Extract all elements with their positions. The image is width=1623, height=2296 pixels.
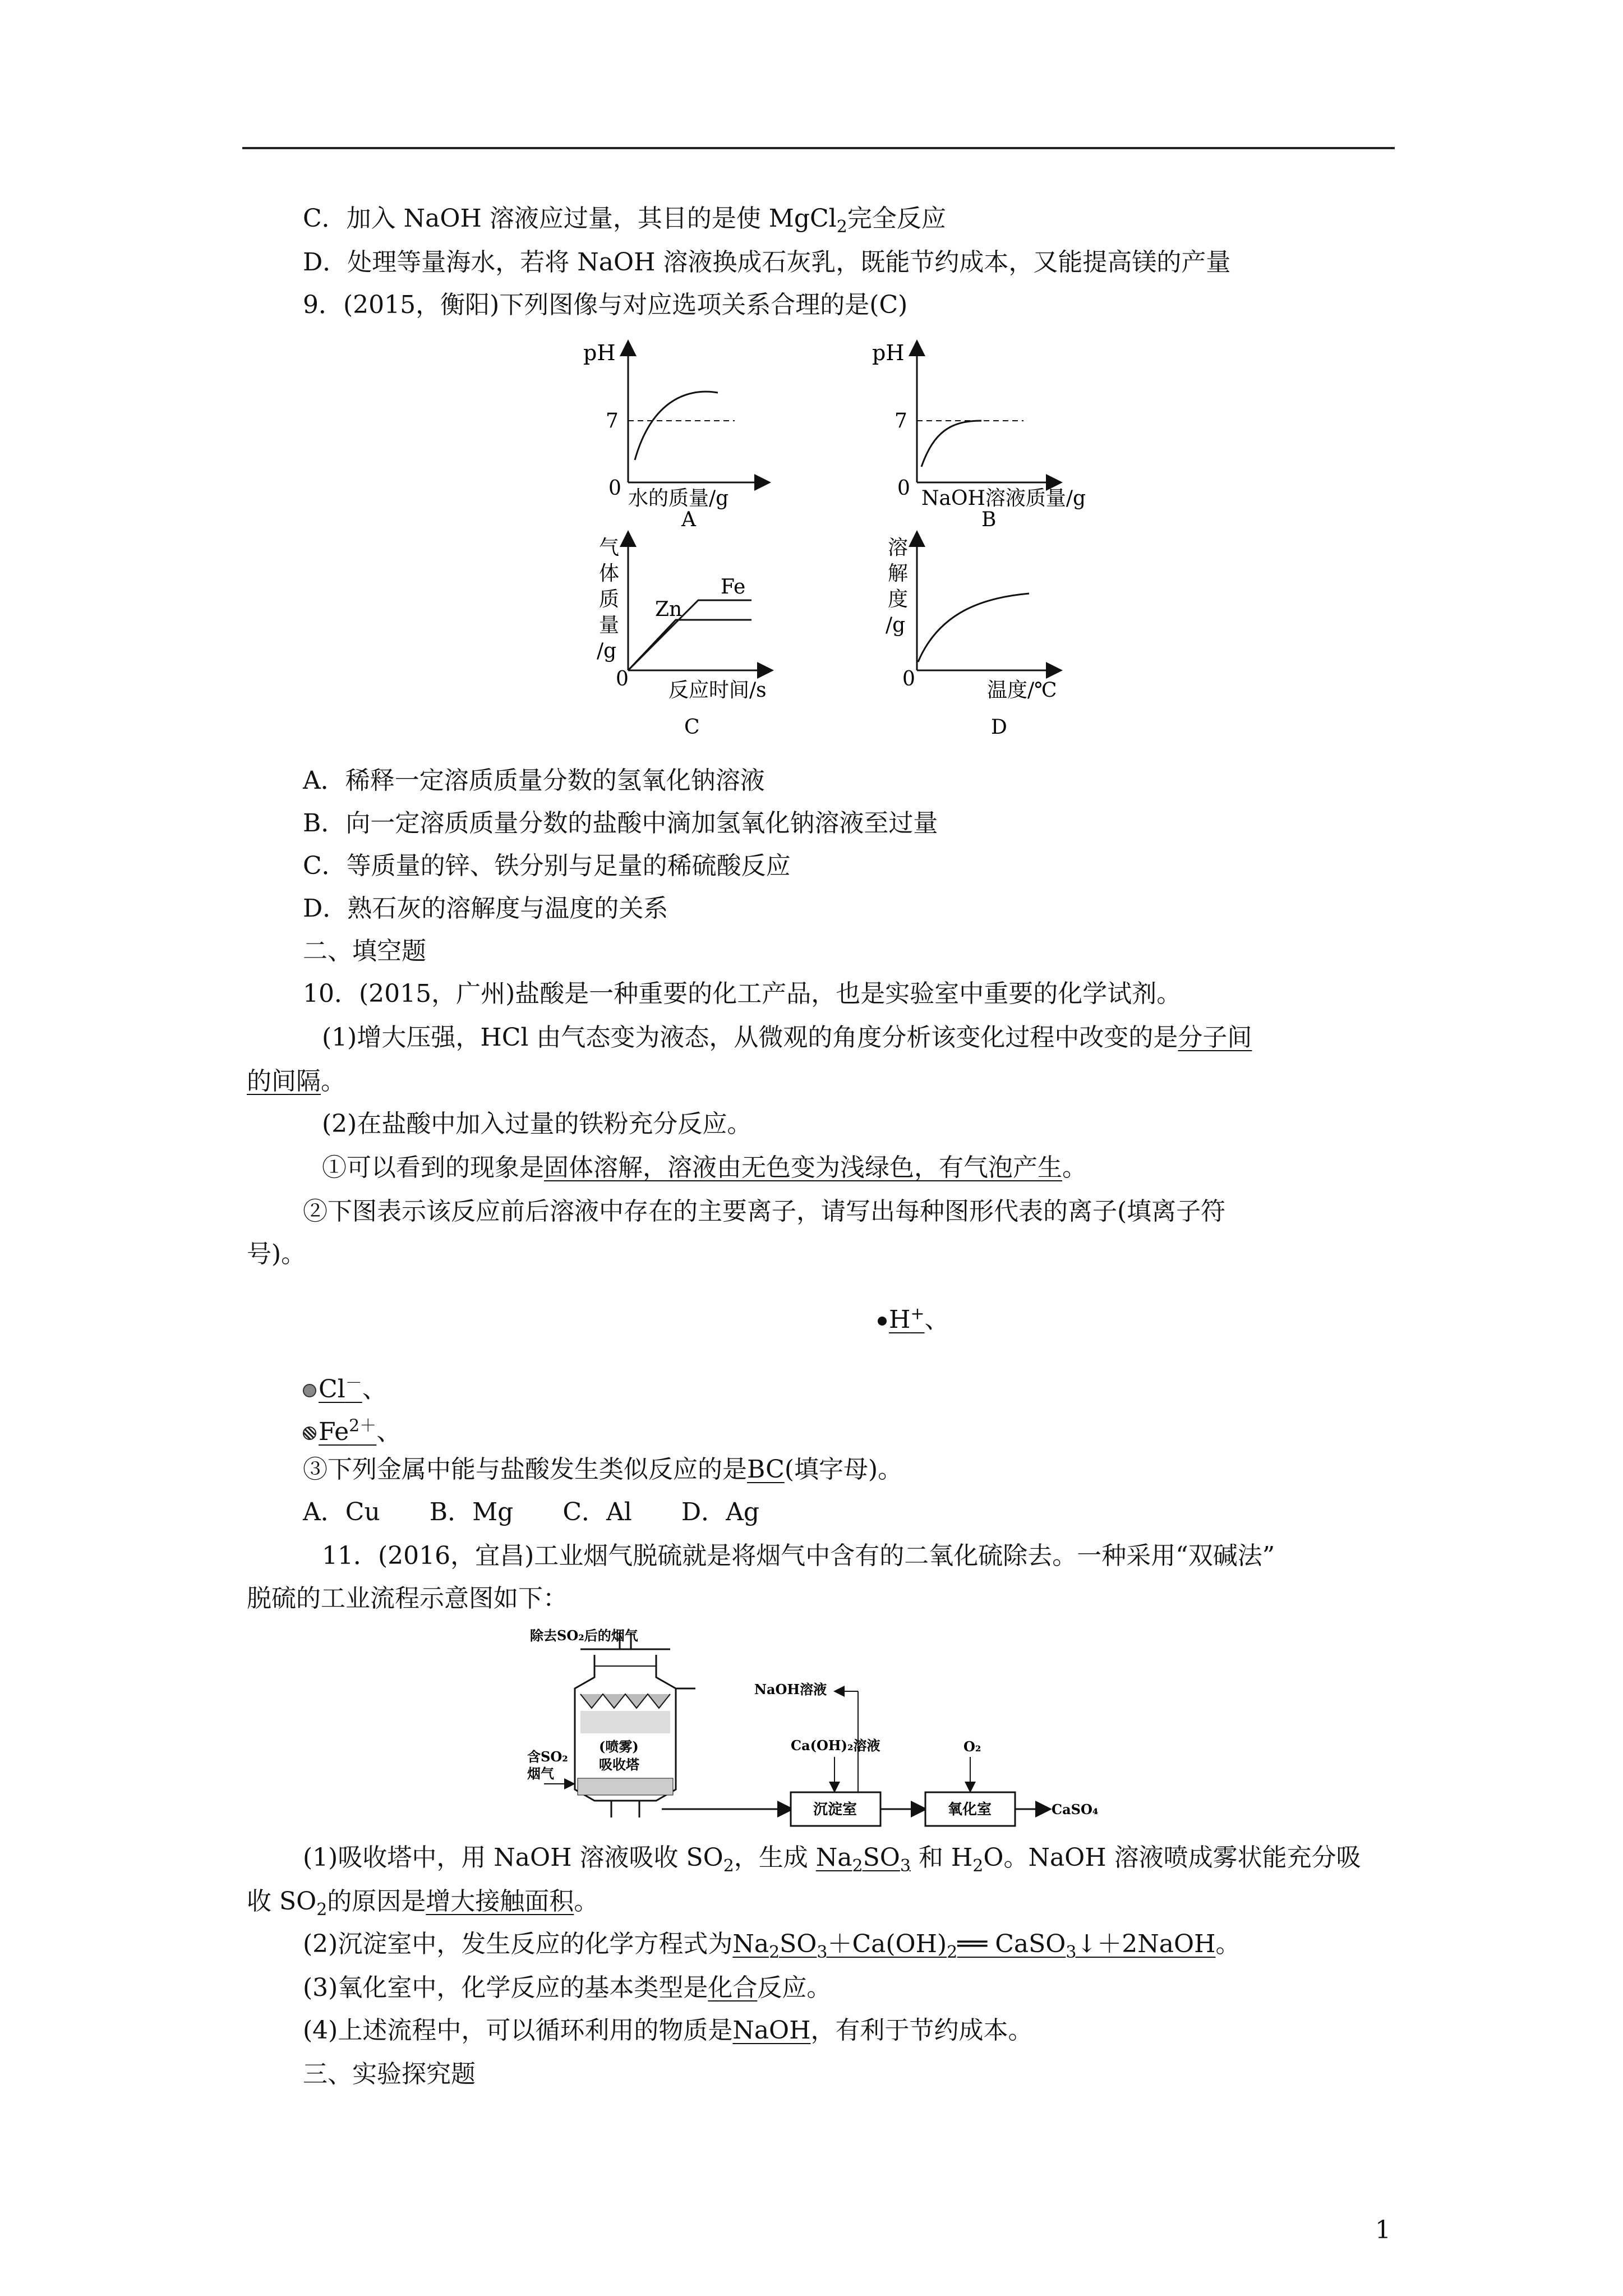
graph-b-curve: [921, 421, 981, 467]
label-sedimentation: 沉淀室: [813, 1801, 857, 1818]
label-naoh: NaOH溶液: [754, 1681, 827, 1697]
graph-d-ylabel-1: 溶: [888, 536, 909, 559]
graph-d-ylabel-2: 解: [888, 562, 909, 585]
graph-b-xlabel: NaOH溶液质量/g: [921, 487, 1086, 510]
q11-answer3: 化合: [708, 1973, 758, 2002]
q9-stem: 9．(2015，衡阳)下列图像与对应选项关系合理的是(C): [303, 291, 908, 319]
graph-c-ylabel-3: 质: [599, 588, 620, 611]
q11-part1-line1: (1)吸收塔中，用 NaOH 溶液吸收 $SO_2$，生成 $Na_2SO_3$ 和 $H_2O$。NaOH 溶液喷成雾状能充分吸: [303, 1843, 1361, 1876]
q9-option-b: B．向一定溶质质量分数的盐酸中滴加氢氧化钠溶液至过量: [303, 809, 938, 838]
q11-part4: (4)上述流程中，可以循环利用的物质是NaOH，有利于节约成本。: [303, 2016, 1033, 2045]
q10-part2: (2)在盐酸中加入过量的铁粉充分反应。: [322, 1110, 752, 1138]
ion-fe-answer: $Fe^{2+}$: [319, 1416, 377, 1446]
q11-answer1: $Na_2SO_3$: [815, 1843, 911, 1876]
graph-a-origin: 0: [608, 477, 621, 500]
ion-h-row: H+、: [878, 1297, 949, 1337]
graph-b-tick: 7: [895, 409, 907, 432]
label-oxidation: 氧化室: [948, 1801, 992, 1818]
graph-c-zn-label: Zn: [655, 598, 683, 621]
graph-c: [572, 527, 819, 752]
ion-cl-row: Cl－、: [303, 1366, 387, 1406]
dot-icon: [878, 1317, 887, 1326]
q9-option-a: A．稀释一定溶质质量分数的氢氧化钠溶液: [303, 766, 765, 795]
graph-b: [861, 337, 1152, 527]
q10-stem: 10．(2015，广州)盐酸是一种重要的化工产品，也是实验室中重要的化学试剂。: [303, 979, 1182, 1008]
q10-answer1: 分子间: [1178, 1023, 1252, 1052]
graph-d: [861, 527, 1108, 752]
label-tower: 吸收塔: [599, 1756, 639, 1773]
q11-stem-line2: 脱硫的工业流程示意图如下：: [247, 1584, 568, 1613]
graph-d-xlabel: 温度/℃: [987, 679, 1057, 702]
graph-d-ylabel-3: 度: [888, 588, 909, 611]
q11-part1-line2: 收 $SO_2$的原因是增大接触面积。: [247, 1887, 599, 1920]
graph-a-xlabel: 水的质量/g: [628, 487, 729, 510]
page-number: 1: [1375, 2216, 1391, 2244]
q10-answer3: BC: [747, 1455, 785, 1484]
graph-d-origin: 0: [902, 668, 915, 691]
label-spray: (喷雾): [599, 1738, 639, 1755]
q10-answer2: 固体溶解，溶液由无色变为浅绿色，有气泡产生: [544, 1153, 1062, 1182]
graph-d-caption: D: [991, 716, 1007, 739]
section-fill-in-heading: 二、填空题: [303, 937, 426, 965]
graph-c-fe-line: [628, 600, 751, 670]
graph-c-ylabel-1: 气: [599, 536, 620, 559]
q11-part3: (3)氧化室中，化学反应的基本类型是化合反应。: [303, 1973, 832, 2002]
label-caoh: Ca(OH)₂溶液: [791, 1737, 880, 1754]
q10-part2-ii-line2: 号)。: [247, 1240, 306, 1268]
q8-option-d: D．处理等量海水，若将 NaOH 溶液换成石灰乳，既能节约成本，又能提高镁的产量: [303, 248, 1231, 277]
gray-circle-icon: [303, 1384, 316, 1397]
graph-c-ylabel-5: /g: [597, 639, 617, 662]
q11-part2: (2)沉淀室中，发生反应的化学方程式为$Na_2SO_3+Ca(OH)_2══$ CaSO$_3$↓＋2NaOH。: [303, 1930, 1241, 1962]
label-o2: O₂: [963, 1738, 981, 1755]
q10-part2-ii-line1: ②下图表示该反应前后溶液中存在的主要离子，请写出每种图形代表的离子(填离子符: [303, 1197, 1226, 1226]
graph-c-origin: 0: [616, 668, 629, 691]
label-inlet-2: 烟气: [527, 1765, 554, 1782]
q10-part2-iii: ③下列金属中能与盐酸发生类似反应的是BC(填字母)。: [303, 1455, 903, 1484]
hatched-circle-icon: [303, 1427, 316, 1440]
q10-answer1-cont: 的间隔: [247, 1067, 321, 1096]
q11-answer2: 增大接触面积: [426, 1887, 574, 1916]
graph-c-ylabel-2: 体: [599, 562, 620, 585]
label-product: CaSO₄: [1052, 1801, 1099, 1818]
q11-answer4: NaOH: [732, 2016, 811, 2045]
q10-part1-line1: (1)增大压强，HCl 由气态变为液态，从微观的角度分析该变化过程中改变的是分子间: [322, 1023, 1252, 1052]
graph-b-origin: 0: [897, 477, 910, 500]
graph-a-tick: 7: [606, 409, 619, 432]
graph-c-ylabel-4: 量: [599, 614, 620, 637]
q10-part1-line2: 的间隔。: [247, 1067, 345, 1096]
flow-diagram: [527, 1627, 1200, 1840]
header-rule: [242, 147, 1395, 149]
q11-answer-equation: $Na_2SO_3+Ca(OH)_2══$ CaSO$_3$↓＋2NaOH: [732, 1930, 1216, 1962]
ion-h-answer: H+: [889, 1304, 925, 1334]
graph-c-caption: C: [684, 716, 700, 739]
graph-c-zn-line: [628, 620, 751, 670]
graph-a-curve: [635, 392, 718, 460]
label-cleaned-gas: 除去SO₂后的烟气: [530, 1627, 638, 1644]
label-inlet-1: 含SO₂: [527, 1749, 568, 1765]
graph-c-fe-label: Fe: [721, 576, 746, 599]
graph-d-ylabel-4: /g: [886, 614, 906, 637]
graph-a-ylabel: pH: [583, 341, 616, 365]
q11-stem-line1: 11．(2016，宜昌)工业烟气脱硫就是将烟气中含有的二氧化硫除去。一种采用“双碱法”: [322, 1542, 1275, 1570]
graph-c-xlabel: 反应时间/s: [668, 679, 767, 702]
graph-b-ylabel: pH: [872, 341, 905, 365]
q9-option-c: C．等质量的锌、铁分别与足量的稀硫酸反应: [303, 852, 791, 880]
q10-choices: A．Cu B．Mg C．Al D．Ag: [303, 1498, 760, 1526]
q9-option-d: D．熟石灰的溶解度与温度的关系: [303, 894, 668, 923]
graph-b-caption: B: [981, 508, 997, 527]
graph-a: [572, 337, 785, 527]
q10-part2-i: ①可以看到的现象是固体溶解，溶液由无色变为浅绿色，有气泡产生。: [322, 1153, 1087, 1182]
section-experiment-heading: 三、实验探究题: [303, 2060, 476, 2088]
graph-a-caption: A: [681, 508, 696, 527]
ion-fe-row: $Fe^{2+}$、: [303, 1409, 401, 1449]
ion-cl-answer: Cl－: [319, 1373, 362, 1404]
graph-d-curve: [918, 593, 1029, 662]
q8-option-c: C．加入 NaOH 溶液应过量，其目的是使 MgCl$_2$完全反应: [303, 204, 946, 237]
